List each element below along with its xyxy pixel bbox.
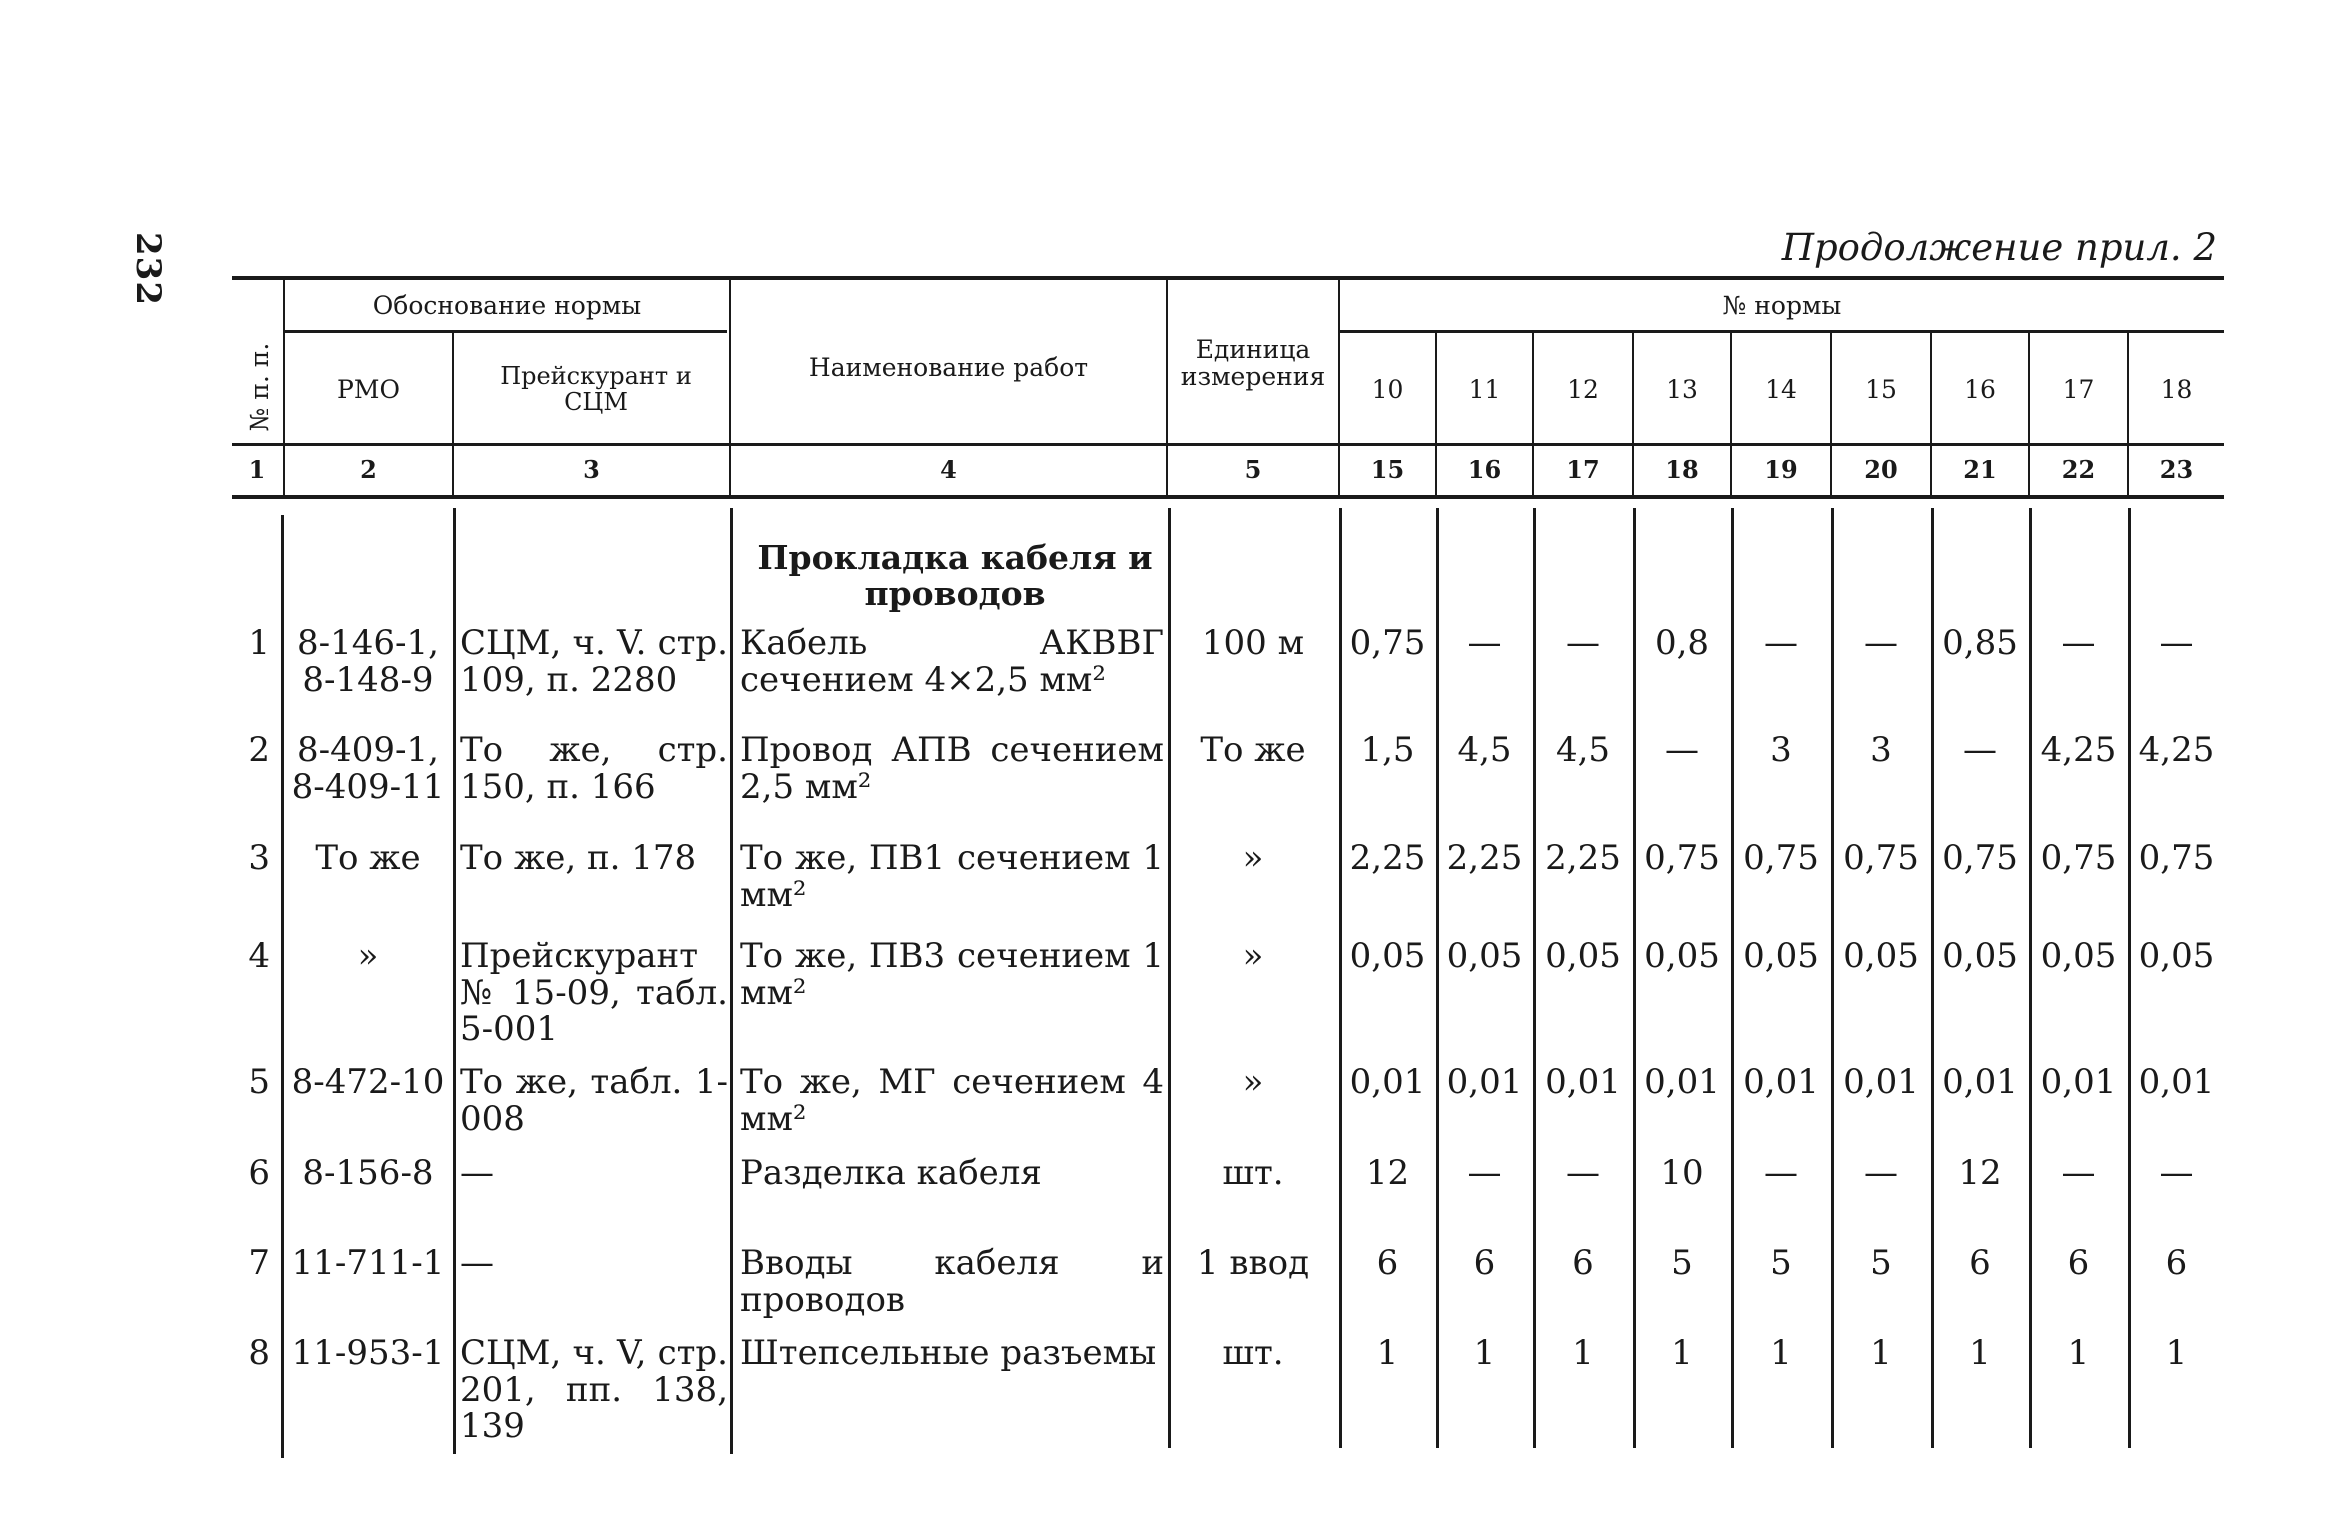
work-name-header: Наименование работ (808, 352, 1089, 382)
norm-value: 0,01 (2040, 1062, 2117, 1102)
norm-value: 0,75 (2040, 838, 2117, 878)
norm-value: — (2061, 623, 2096, 663)
norm-number: 12 (1567, 374, 1599, 404)
norm-value: 5 (1770, 1243, 1792, 1283)
norm-number: 14 (1765, 374, 1797, 404)
price-list-cell: — (460, 1153, 494, 1193)
norm-value: 6 (1473, 1243, 1496, 1283)
column-number: 17 (1566, 455, 1600, 485)
rmo-header: РМО (337, 374, 400, 404)
table-top-rule (232, 276, 2224, 280)
unit-cell: 1 ввод (1196, 1243, 1310, 1283)
norm-value: — (1467, 1153, 1502, 1193)
norm-number: 18 (2160, 374, 2193, 404)
price-list-cell: То же, табл. 1-008 (460, 1062, 728, 1139)
column-number: 5 (1244, 455, 1262, 485)
norm-number: 11 (1468, 374, 1501, 404)
norm-value: — (1764, 1153, 1798, 1193)
norm-value: — (2061, 1153, 2096, 1193)
column-number: 20 (1864, 455, 1898, 485)
norm-value: 0,05 (1743, 936, 1819, 976)
norm-value: 1 (1770, 1333, 1792, 1373)
row-number: 7 (248, 1243, 270, 1283)
column-number: 18 (1665, 455, 1699, 485)
norm-value: 1 (1870, 1333, 1892, 1373)
norm-value: 5 (1671, 1243, 1693, 1283)
norm-value: 0,01 (1843, 1062, 1919, 1102)
norm-value: 4,25 (2138, 730, 2215, 770)
norm-value: 0,05 (1843, 936, 1919, 976)
norm-number: 16 (1964, 374, 1996, 404)
norm-number: 10 (1371, 374, 1404, 404)
norm-value: 0,75 (1942, 838, 2018, 878)
norm-value: 1 (1969, 1333, 1991, 1373)
norm-value: 4,25 (2040, 730, 2117, 770)
norm-value: 10 (1660, 1153, 1704, 1193)
norm-value: 0,05 (1545, 936, 1621, 976)
work-name-cell: То же, ПВ3 сечением 1 мм² (740, 936, 1164, 1013)
row-number: 8 (248, 1333, 270, 1373)
norm-value: 3 (1870, 730, 1892, 770)
norm-value: 2,25 (1349, 838, 1426, 878)
norm-value: 1 (2067, 1333, 2090, 1373)
norm-number: 15 (1865, 374, 1897, 404)
column-number: 23 (2159, 455, 2194, 485)
norm-value: 12 (1365, 1153, 1410, 1193)
continuation-heading: Продолжение прил. 2 (1781, 226, 2217, 269)
column-number-rule (232, 495, 2224, 499)
unit-cell: » (1242, 1062, 1264, 1102)
unit-cell: шт. (1222, 1153, 1284, 1193)
norm-value: — (1566, 623, 1600, 663)
column-number: 22 (2061, 455, 2096, 485)
norm-value: 6 (1969, 1243, 1991, 1283)
norm-value: 0,01 (1743, 1062, 1819, 1102)
rmo-cell: » (357, 936, 379, 976)
norm-value: 12 (1958, 1153, 2002, 1193)
norm-value: 5 (1870, 1243, 1892, 1283)
unit-header: Единица измерения (1180, 335, 1326, 391)
norm-number: 13 (1666, 374, 1698, 404)
norm-value: 6 (1572, 1243, 1594, 1283)
norm-value: 1 (1671, 1333, 1693, 1373)
column-number: 2 (360, 455, 377, 485)
column-number: 1 (248, 455, 266, 485)
body-divider (730, 508, 733, 1454)
column-number: 3 (583, 455, 600, 485)
norm-value: 0,01 (1446, 1062, 1523, 1102)
column-number: 19 (1764, 455, 1798, 485)
norm-value: 0,05 (1349, 936, 1426, 976)
price-list-cell: Прейскурант № 15-09, табл. 5-001 (460, 936, 728, 1050)
price-list-cell: То же, стр. 150, п. 166 (460, 730, 728, 807)
unit-cell: То же (1200, 730, 1306, 770)
norm-value: — (1566, 1153, 1600, 1193)
work-name-cell: Кабель АКВВГ сечением 4×2,5 мм² (740, 623, 1164, 700)
norm-value: 4,5 (1555, 730, 1611, 770)
row-number-header: № п. п. (245, 342, 274, 432)
work-name-cell: Разделка кабеля (740, 1153, 1042, 1193)
norm-value: — (2159, 1153, 2194, 1193)
norm-value: 4,5 (1457, 730, 1512, 770)
price-list-cell: СЦМ, ч. V, стр. 201, пп. 138, 139 (460, 1333, 728, 1447)
norm-value: 0,75 (1644, 838, 1720, 878)
norm-value: — (1764, 623, 1798, 663)
row-number: 5 (248, 1062, 270, 1102)
rmo-cell: 8-472-10 (291, 1062, 445, 1102)
norm-value: — (1467, 623, 1502, 663)
norm-group-header: № нормы (1722, 290, 1842, 320)
rmo-cell: 8-146-1, 8-148-9 (297, 623, 439, 700)
norm-value: — (1864, 1153, 1898, 1193)
price-list-header: Прейскурант и СЦМ (500, 362, 692, 416)
basis-group-header: Обоснование нормы (372, 290, 642, 320)
work-name-cell: То же, МГ сечением 4 мм² (740, 1062, 1164, 1139)
column-number: 15 (1370, 455, 1405, 485)
norm-value: 6 (1376, 1243, 1399, 1283)
work-name-cell: То же, ПВ1 сечением 1 мм² (740, 838, 1164, 915)
column-number: 21 (1963, 455, 1997, 485)
row-number: 4 (248, 936, 270, 976)
norm-value: 0,05 (2040, 936, 2117, 976)
basis-group-underline (285, 330, 727, 333)
norm-value: 2,25 (1545, 838, 1621, 878)
column-number: 4 (940, 455, 957, 485)
page-number: 232 (128, 232, 168, 306)
work-name-cell: Вводы кабеля и проводов (740, 1243, 1164, 1320)
norm-value: 0,8 (1654, 623, 1710, 663)
unit-cell: » (1242, 838, 1264, 878)
price-list-cell: — (460, 1243, 494, 1283)
unit-cell: шт. (1222, 1333, 1284, 1373)
norm-value: 0,05 (1644, 936, 1720, 976)
norm-value: 0,01 (2138, 1062, 2215, 1102)
norm-value: — (1864, 623, 1898, 663)
norm-value: 0,01 (1942, 1062, 2018, 1102)
body-divider (281, 515, 284, 1458)
body-divider (453, 508, 456, 1454)
row-number: 3 (248, 838, 270, 878)
norm-value: 0,01 (1644, 1062, 1720, 1102)
norm-value: 1 (1572, 1333, 1594, 1373)
norm-value: 2,25 (1446, 838, 1523, 878)
work-name-cell: Провод АПВ сечением 2,5 мм² (740, 730, 1164, 807)
norm-value: 1,5 (1360, 730, 1415, 770)
rmo-cell: 8-156-8 (302, 1153, 434, 1193)
rmo-cell: 8-409-1, 8-409-11 (291, 730, 445, 807)
norm-value: 0,85 (1942, 623, 2018, 663)
unit-cell: » (1242, 936, 1264, 976)
norm-value: 0,75 (1743, 838, 1819, 878)
norm-value: 0,01 (1545, 1062, 1621, 1102)
header-rule (232, 443, 2224, 446)
norm-value: 0,01 (1349, 1062, 1426, 1102)
rmo-cell: То же (315, 838, 421, 878)
norm-value: 0,75 (1349, 623, 1426, 663)
norm-value: 0,05 (1942, 936, 2018, 976)
column-number: 16 (1467, 455, 1502, 485)
norm-value: 6 (2067, 1243, 2090, 1283)
norm-value: 6 (2165, 1243, 2188, 1283)
norm-value: — (1963, 730, 1997, 770)
rmo-cell: 11-953-1 (291, 1333, 445, 1373)
norm-group-underline (1340, 330, 2224, 333)
norm-value: — (1665, 730, 1699, 770)
norm-value: 1 (1473, 1333, 1496, 1373)
row-number: 1 (248, 623, 270, 663)
unit-cell: 100 м (1201, 623, 1305, 663)
norm-value: 0,05 (2138, 936, 2215, 976)
norm-value: 1 (1376, 1333, 1399, 1373)
price-list-cell: То же, п. 178 (460, 838, 697, 878)
norm-value: 1 (2165, 1333, 2188, 1373)
rmo-cell: 11-711-1 (291, 1243, 445, 1283)
norm-value: 3 (1770, 730, 1792, 770)
work-name-cell: Штепсельные разъемы (740, 1333, 1157, 1373)
norm-value: 0,05 (1446, 936, 1523, 976)
norm-value: — (2159, 623, 2194, 663)
row-number: 2 (248, 730, 270, 770)
norm-number: 17 (2062, 374, 2095, 404)
section-title: Прокладка кабеля и проводов (757, 538, 1153, 613)
row-number: 6 (248, 1153, 270, 1193)
price-list-cell: СЦМ, ч. V. стр. 109, п. 2280 (460, 623, 728, 700)
norm-value: 0,75 (1843, 838, 1919, 878)
norm-value: 0,75 (2138, 838, 2215, 878)
